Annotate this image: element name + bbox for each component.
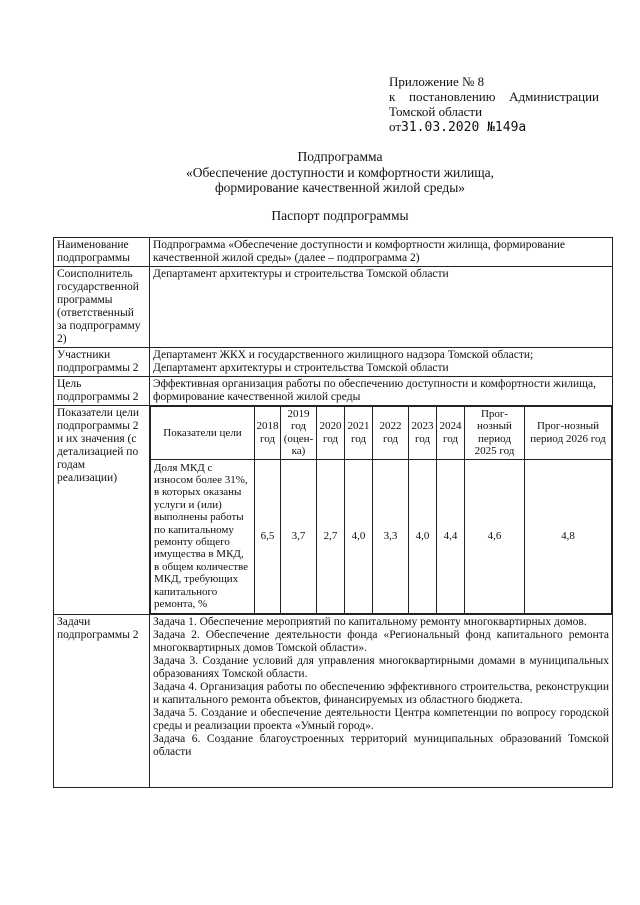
col-header-2020: 2020 год (317, 407, 345, 460)
value-coexecutor: Департамент архитектуры и строительства Томской области (150, 267, 613, 348)
row-tasks (54, 614, 613, 787)
row-coexecutor (54, 267, 613, 348)
appendix-date-stamp: 31.03.2020 №149а (401, 120, 527, 135)
value-2026: 4,8 (525, 459, 612, 613)
label-name: Наименование подпрограммы (54, 238, 150, 267)
value-2019: 3,7 (281, 459, 317, 613)
value-participants (150, 348, 613, 377)
value-2018: 6,5 (255, 459, 281, 613)
subprogram-title-line1: Подпрограмма (297, 149, 383, 164)
subprogram-title (120, 149, 560, 196)
appendix-title: Приложение № 8 (389, 74, 485, 89)
value-2022: 3,3 (373, 459, 409, 613)
passport-table (53, 237, 613, 788)
row-indicators (54, 406, 613, 615)
col-header-2024: 2024 год (437, 407, 465, 460)
participant-1: Департамент ЖКХ и государственного жилищного надзора Томской области; (153, 349, 534, 361)
label-coexecutor: Соисполнитель государственной программы (ответственный за подпрограмму 2) (54, 267, 150, 348)
value-2024: 4,4 (437, 459, 465, 613)
subprogram-title-line3: формирование качественной жилой среды» (214, 180, 466, 195)
label-goal: Цель подпрограммы 2 (54, 377, 150, 406)
row-participants (54, 348, 613, 377)
task-item: Задача 6. Создание благоустроенных территорий муниципальных образований Томской области (153, 732, 609, 758)
appendix-resolution: постановлению (409, 89, 496, 104)
value-2025: 4,6 (465, 459, 525, 613)
row-name (54, 238, 613, 267)
indicator-name: Доля МКД с износом более 31%, в которых оказаны услуги и (или) выполнены работы по капитальному ремонту общего имущества в МКД, в общем количестве МКД, требующих капитального ремонта, % (151, 459, 255, 613)
row-goal (54, 377, 613, 406)
col-header-name: Показатели цели (151, 407, 255, 460)
value-2020: 2,7 (317, 459, 345, 613)
col-header-2023: 2023 год (409, 407, 437, 460)
col-header-2018: 2018 год (255, 407, 281, 460)
indicator-row (151, 459, 612, 613)
indicators-header-row (151, 407, 612, 460)
task-item: Задача 2. Обеспечение деятельности фонда «Региональный фонд капитального ремонта многоквартирных домов Томской области». (153, 628, 609, 654)
col-header-2026: Прог-нозный период 2026 год (525, 407, 612, 460)
appendix-administration: Администрации (509, 89, 599, 104)
value-name: Подпрограмма «Обеспечение доступности и комфортности жилища, формирование качественной жилой среды» (далее – подпрограмма 2) (150, 238, 613, 267)
indicators-cell (150, 406, 613, 615)
subprogram-title-line2: «Обеспечение доступности и комфортности жилища, (186, 164, 494, 180)
task-item: Задача 5. Создание и обеспечение деятельности Центра компетенции по вопросу городской среды и реализации проекта «Умный город». (153, 706, 609, 732)
value-2021: 4,0 (345, 459, 373, 613)
label-tasks: Задачи подпрограммы 2 (54, 614, 150, 787)
tasks-list (150, 614, 613, 787)
label-indicators: Показатели цели подпрограммы 2 и их значения (с детализацией по годам реализации) (54, 406, 150, 615)
appendix-k: к (389, 89, 396, 104)
appendix-block (389, 74, 599, 135)
label-participants: Участники подпрограммы 2 (54, 348, 150, 377)
value-2023: 4,0 (409, 459, 437, 613)
col-header-2025: Прог-нозный период 2025 год (465, 407, 525, 460)
col-header-2022: 2022 год (373, 407, 409, 460)
participant-2: Департамент архитектуры и строительства Томской области (153, 362, 449, 374)
value-goal: Эффективная организация работы по обеспечению доступности и комфортности жилища, формирование качественной жилой среды (150, 377, 613, 406)
appendix-date-prefix: от (389, 119, 402, 134)
col-header-2019: 2019 год (оцен-ка) (281, 407, 317, 460)
col-header-2021: 2021 год (345, 407, 373, 460)
task-item: Задача 1. Обеспечение мероприятий по капитальному ремонту многоквартирных домов. (153, 615, 587, 628)
task-item: Задача 3. Создание условий для управления многоквартирными домами в муниципальных образованиях Томской области. (153, 654, 609, 680)
appendix-date-line (389, 119, 599, 135)
passport-title: Паспорт подпрограммы (271, 208, 409, 223)
task-item: Задача 4. Организация работы по обеспечению эффективного строительства, реконструкции и капитального ремонта объектов, финансируемых из областного бюджета. (153, 680, 609, 706)
appendix-resolution-line (389, 89, 599, 104)
indicators-table (150, 406, 612, 614)
appendix-region: Томской области (389, 104, 483, 119)
